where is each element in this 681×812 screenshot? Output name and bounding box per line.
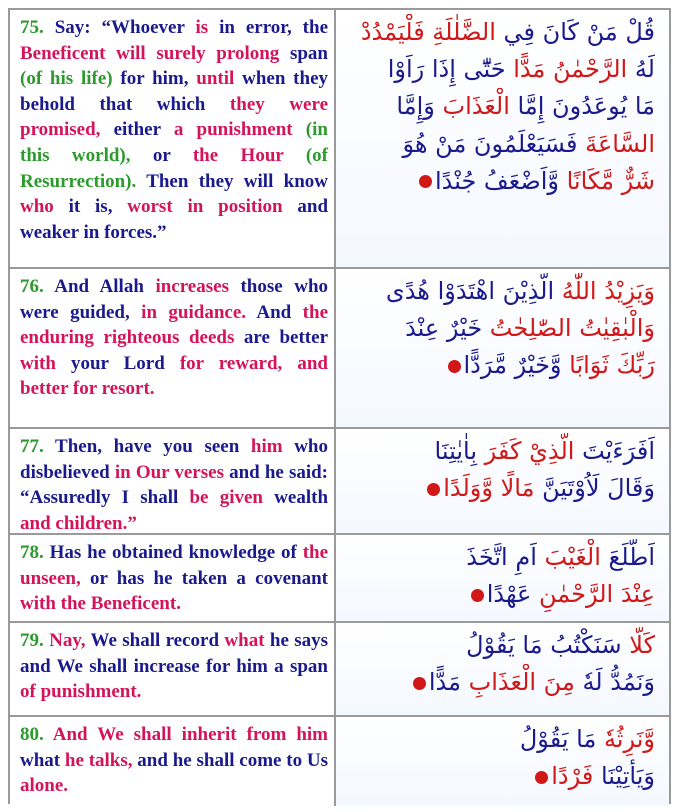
translation-segment: increases xyxy=(155,276,241,297)
arabic-segment: الَّذِيْنَ اهْتَدَوْا هُدًى xyxy=(385,277,555,305)
translation-segment: Say: “Whoever xyxy=(54,17,196,38)
translation-segment: in error, the xyxy=(219,17,329,38)
translation-segment: for him, xyxy=(120,68,197,90)
arabic-segment: لَهُ xyxy=(627,55,655,84)
translation-segment: of punishment. xyxy=(20,681,142,703)
arabic-segment: وَّنَرِثُهٗ xyxy=(596,725,655,753)
translation-segment: (in this world), xyxy=(20,119,328,166)
arabic-line xyxy=(348,576,655,613)
translation-segment: what xyxy=(20,749,65,771)
arabic-segment: وَّاَضْعَفُ جُنْدًا xyxy=(434,166,559,195)
arabic-segment: فَرْدًا xyxy=(551,762,594,791)
arabic-segment: شَرٌّ مَّكَانًا xyxy=(558,166,655,195)
english-translation xyxy=(10,535,336,621)
arabic-segment: الضَّلٰلَةِ فَلْيَمْدُدْ xyxy=(360,18,496,46)
arabic-segment: وَيَأْتِيْنَا xyxy=(593,762,655,791)
arabic-segment: خَيْرٌ عِنْدَ xyxy=(405,314,483,343)
translation-segment: is xyxy=(195,17,220,38)
arabic-line xyxy=(348,470,655,507)
translation-segment: in guidance. xyxy=(141,301,257,323)
arabic-line xyxy=(348,664,655,701)
translation-segment: him xyxy=(250,436,295,457)
translation-segment: until xyxy=(196,68,243,90)
translation-segment: when they behold that which xyxy=(20,68,329,115)
translation-segment: for reward, xyxy=(179,352,298,374)
arabic-segment: عِنْدَ الرَّحْمٰنِ xyxy=(531,580,655,609)
translation-segment: the unseen, xyxy=(20,542,329,589)
translation-segment: 78. xyxy=(20,542,50,563)
translation-segment: the Hour xyxy=(192,144,306,166)
translation-segment: those who were guided, xyxy=(20,276,329,323)
arabic-segment: كَلَّا xyxy=(621,631,655,659)
translation-segment: and weaker in forces.” xyxy=(20,196,329,243)
translation-segment: alone. xyxy=(20,775,69,797)
arabic-segment: وَالْبٰقِيٰتُ الصّٰلِحٰتُ xyxy=(482,314,655,343)
verse-table xyxy=(8,8,671,804)
arabic-text xyxy=(336,10,669,267)
translation-segment: (of his life) xyxy=(20,68,121,90)
verse-end-marker-icon xyxy=(471,589,484,602)
translation-segment: be given xyxy=(189,487,275,509)
translation-segment: who disbelieved xyxy=(20,436,328,483)
verse-row-78 xyxy=(10,535,669,623)
arabic-segment: الرَّحْمٰنُ مَدًّا xyxy=(505,55,628,84)
translation-segment: 75. xyxy=(20,17,55,38)
translation-segment: or has he taken a covenant xyxy=(89,567,328,589)
translation-segment: And We shall inherit from him xyxy=(52,724,329,745)
english-translation xyxy=(10,623,336,715)
arabic-segment: مَا يَقُوْلُ xyxy=(519,725,597,753)
translation-segment: Beneficent xyxy=(20,42,117,64)
translation-segment: either xyxy=(113,119,174,141)
translation-segment: 77. xyxy=(20,436,56,457)
arabic-segment: الْغَيْبَ xyxy=(536,543,601,571)
arabic-segment: مَدًّا xyxy=(428,668,461,697)
arabic-line xyxy=(348,758,655,795)
arabic-line xyxy=(348,347,655,384)
verse-end-marker-icon xyxy=(535,771,548,784)
verse-end-marker-icon xyxy=(413,677,426,690)
translation-segment: with xyxy=(20,352,71,374)
arabic-segment: وَنَمُدُّ لَهٗ xyxy=(574,668,655,697)
translation-segment: Has he obtained knowledge of xyxy=(49,542,303,563)
translation-segment: who xyxy=(20,196,69,218)
translation-segment: in Our verses xyxy=(114,461,230,483)
arabic-line xyxy=(348,51,655,88)
translation-segment: And Allah xyxy=(54,276,156,297)
translation-segment: Nay, xyxy=(49,630,91,651)
arabic-segment: رَبِّكَ ثَوَابًا xyxy=(561,351,655,380)
arabic-segment: حَتّٰٓى إِذَا رَاَوْا xyxy=(387,55,506,84)
translation-segment: what xyxy=(224,630,270,651)
arabic-segment: وَيَزِيْدُ اللّٰهُ xyxy=(554,277,655,305)
translation-segment: it is, xyxy=(68,196,128,218)
arabic-text xyxy=(336,429,669,533)
translation-segment: they were promised, xyxy=(20,93,328,141)
verse-end-marker-icon xyxy=(427,483,440,496)
arabic-line xyxy=(348,433,655,470)
arabic-line xyxy=(348,273,655,310)
arabic-text xyxy=(336,535,669,621)
arabic-segment: الْعَذَابَ xyxy=(434,92,510,121)
translation-segment: the enduring righteous deeds xyxy=(20,301,328,349)
arabic-segment: اَفَرَءَيْتَ xyxy=(574,437,655,465)
english-translation xyxy=(10,717,336,806)
arabic-text xyxy=(336,269,669,427)
translation-segment: and We shall increase for him a span xyxy=(20,655,328,677)
arabic-segment: مِنَ الْعَذَابِ xyxy=(461,668,575,697)
arabic-segment: اَطَّلَعَ xyxy=(600,543,655,571)
arabic-segment: سَنَكْتُبُ مَا يَقُوْلُ xyxy=(466,631,622,659)
translation-segment: will surely prolong xyxy=(116,42,290,64)
verse-end-marker-icon xyxy=(448,360,461,373)
arabic-segment: مَالًا وَّوَلَدًا xyxy=(443,474,535,503)
arabic-segment: الَّذِيْ كَفَرَ xyxy=(477,437,575,465)
arabic-segment: بِاٰيٰتِنَا xyxy=(434,437,478,465)
translation-segment: Then they will know xyxy=(146,170,328,192)
arabic-segment: وَإِمَّا xyxy=(396,92,435,121)
english-translation xyxy=(10,10,336,267)
translation-segment: and he shall come to Us xyxy=(137,749,328,771)
translation-segment: We shall record xyxy=(90,630,225,651)
arabic-text xyxy=(336,623,669,715)
translation-segment: (of Resurrection). xyxy=(20,144,329,192)
verse-row-76 xyxy=(10,269,669,429)
english-translation xyxy=(10,269,336,427)
verse-end-marker-icon xyxy=(419,175,432,188)
arabic-line xyxy=(348,126,655,163)
translation-segment: span xyxy=(289,42,328,64)
translation-segment: with the Beneficent. xyxy=(20,593,181,615)
translation-segment: and he said: “Assuredly I shall xyxy=(20,461,329,509)
translation-segment: or xyxy=(152,144,193,166)
arabic-segment: وَقَالَ لَاُوْتَيَنَّ xyxy=(534,474,655,503)
english-translation xyxy=(10,429,336,533)
translation-segment: wealth xyxy=(274,487,329,509)
arabic-line xyxy=(348,721,655,758)
verse-row-75 xyxy=(10,10,669,269)
arabic-segment: وَّخَيْرٌ مَّرَدًّا xyxy=(463,351,562,380)
arabic-line xyxy=(348,14,655,51)
arabic-segment: عَهْدًا xyxy=(486,580,532,609)
translation-segment: And xyxy=(256,301,303,323)
arabic-line xyxy=(348,88,655,125)
arabic-segment: فَسَيَعْلَمُونَ مَنْ هُوَ xyxy=(402,129,578,158)
arabic-line xyxy=(348,163,655,200)
arabic-segment: مَا يُوعَدُونَ إِمَّا xyxy=(509,92,655,121)
arabic-segment: السَّاعَةَ xyxy=(577,129,655,158)
arabic-line xyxy=(348,310,655,347)
arabic-segment: اَمِ اتَّخَذَ xyxy=(466,543,537,571)
arabic-text xyxy=(336,717,669,806)
arabic-segment: قُلْ مَنْ كَانَ فِي xyxy=(495,18,655,46)
translation-segment: and better for resort. xyxy=(20,352,328,400)
translation-segment: a punishment xyxy=(173,119,306,141)
translation-segment: and children.” xyxy=(20,512,137,534)
verse-row-77 xyxy=(10,429,669,535)
translation-segment: 76. xyxy=(20,276,55,297)
translation-segment: he says xyxy=(269,630,329,651)
translation-segment: he talks, xyxy=(64,749,138,771)
verse-row-80 xyxy=(10,717,669,806)
arabic-line xyxy=(348,627,655,664)
translation-segment: are better xyxy=(243,327,329,349)
verse-row-79 xyxy=(10,623,669,717)
translation-segment: 80. xyxy=(20,724,53,745)
translation-segment: 79. xyxy=(20,630,50,651)
translation-segment: your Lord xyxy=(70,352,180,374)
translation-segment: Then, have you seen xyxy=(55,436,251,457)
arabic-line xyxy=(348,539,655,576)
translation-segment: worst in position xyxy=(127,196,298,218)
